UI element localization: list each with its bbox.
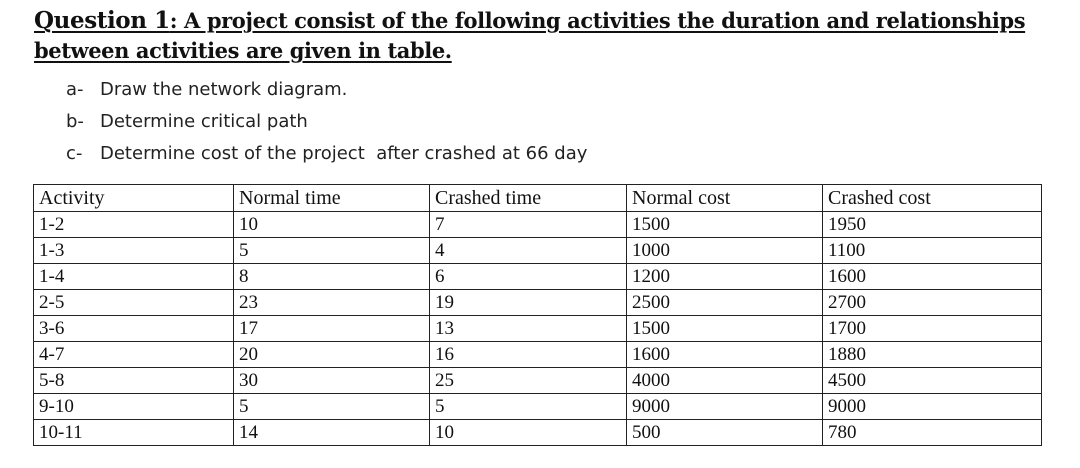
task-text-b: Determine critical path (100, 111, 308, 132)
cell-crashed-cost: 1950 (823, 212, 1042, 238)
cell-crashed-time: 5 (430, 394, 627, 420)
question-heading (34, 6, 1044, 66)
cell-activity: 9-10 (34, 394, 234, 420)
cell-crashed-cost: 1700 (823, 316, 1042, 342)
cell-normal-cost: 1200 (627, 264, 823, 290)
cell-normal-time: 8 (234, 264, 430, 290)
table-header-row (34, 185, 1042, 212)
table-row (34, 342, 1042, 368)
table-row (34, 264, 1042, 290)
task-text-a: Draw the network diagram. (100, 79, 348, 100)
cell-crashed-cost: 1600 (823, 264, 1042, 290)
question-intro-text: : A project consist of the following activities the duration and relationships (169, 8, 1026, 33)
cell-normal-time: 30 (234, 368, 430, 394)
cell-crashed-time: 10 (430, 420, 627, 446)
task-text-c: Determine cost of the project after crashed at 66 day (100, 143, 588, 164)
table-row (34, 420, 1042, 446)
table-row (34, 290, 1042, 316)
header-activity: Activity (34, 185, 234, 212)
cell-crashed-time: 16 (430, 342, 627, 368)
header-normal-cost: Normal cost (627, 185, 823, 212)
table-row (34, 238, 1042, 264)
task-marker-a: a- (66, 79, 84, 100)
cell-activity: 3-6 (34, 316, 234, 342)
task-marker-c: c- (66, 143, 83, 164)
cell-normal-cost: 2500 (627, 290, 823, 316)
cell-crashed-time: 6 (430, 264, 627, 290)
cell-normal-cost: 9000 (627, 394, 823, 420)
cell-crashed-time: 7 (430, 212, 627, 238)
task-marker-b: b- (66, 111, 84, 132)
cell-normal-cost: 4000 (627, 368, 823, 394)
table-row (34, 368, 1042, 394)
cell-normal-time: 10 (234, 212, 430, 238)
cell-normal-time: 23 (234, 290, 430, 316)
cell-activity: 5-8 (34, 368, 234, 394)
table-row (34, 394, 1042, 420)
header-normal-time: Normal time (234, 185, 430, 212)
cell-crashed-cost: 780 (823, 420, 1042, 446)
cell-crashed-cost: 2700 (823, 290, 1042, 316)
cell-normal-cost: 1600 (627, 342, 823, 368)
cell-crashed-cost: 4500 (823, 368, 1042, 394)
cell-crashed-cost: 1100 (823, 238, 1042, 264)
cell-normal-time: 17 (234, 316, 430, 342)
cell-normal-time: 5 (234, 394, 430, 420)
activity-table (33, 184, 1042, 446)
cell-crashed-time: 4 (430, 238, 627, 264)
cell-crashed-time: 13 (430, 316, 627, 342)
task-item-b (66, 108, 587, 140)
cell-normal-time: 20 (234, 342, 430, 368)
task-list (66, 76, 587, 172)
cell-crashed-cost: 1880 (823, 342, 1042, 368)
question-label: Question 1 (34, 7, 170, 34)
cell-activity: 1-2 (34, 212, 234, 238)
cell-activity: 1-3 (34, 238, 234, 264)
cell-normal-cost: 1000 (627, 238, 823, 264)
table-row (34, 316, 1042, 342)
cell-normal-cost: 500 (627, 420, 823, 446)
cell-activity: 4-7 (34, 342, 234, 368)
cell-activity: 2-5 (34, 290, 234, 316)
cell-normal-cost: 1500 (627, 316, 823, 342)
cell-activity: 1-4 (34, 264, 234, 290)
header-crashed-time: Crashed time (430, 185, 627, 212)
cell-normal-time: 5 (234, 238, 430, 264)
cell-normal-time: 14 (234, 420, 430, 446)
cell-activity: 10-11 (34, 420, 234, 446)
cell-crashed-time: 25 (430, 368, 627, 394)
header-crashed-cost: Crashed cost (823, 185, 1042, 212)
question-heading-line-2: between activities are given in table. (34, 38, 452, 63)
question-heading-line-1 (34, 6, 1044, 36)
cell-crashed-cost: 9000 (823, 394, 1042, 420)
task-item-c (66, 140, 587, 172)
cell-normal-cost: 1500 (627, 212, 823, 238)
task-item-a (66, 76, 587, 108)
cell-crashed-time: 19 (430, 290, 627, 316)
table-row (34, 212, 1042, 238)
